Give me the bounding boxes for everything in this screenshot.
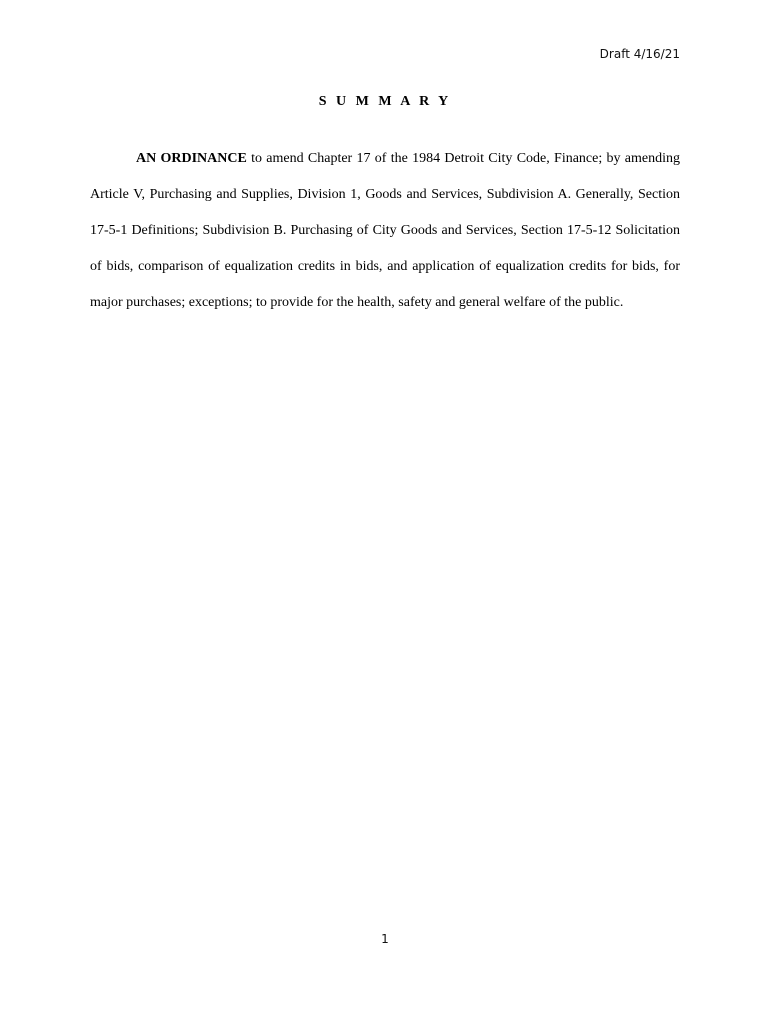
draft-date-label: Draft 4/16/21 [599,47,680,61]
summary-title: S U M M A R Y [318,94,452,109]
page-number: 1 [381,932,389,946]
ordinance-lead-text: AN ORDINANCE [136,151,247,166]
ordinance-body-text: to amend Chapter 17 of the 1984 Detroit City Code, Finance; by amending Article V, Purchasing and Supplies, Division 1, Goods and Services, Subdivision A. Generally, Section 17-5-1 Definitions; Subdivision B. Purchasing of City Goods and Services, Section 17-5-12 Solicitation of bids, comparison of equalization credits in bids, and application of equalization credits for bids, for major purchases; exceptions; to provide for the health, safety and general welfare of the public. [90,151,680,310]
ordinance-summary-paragraph [90,141,680,321]
